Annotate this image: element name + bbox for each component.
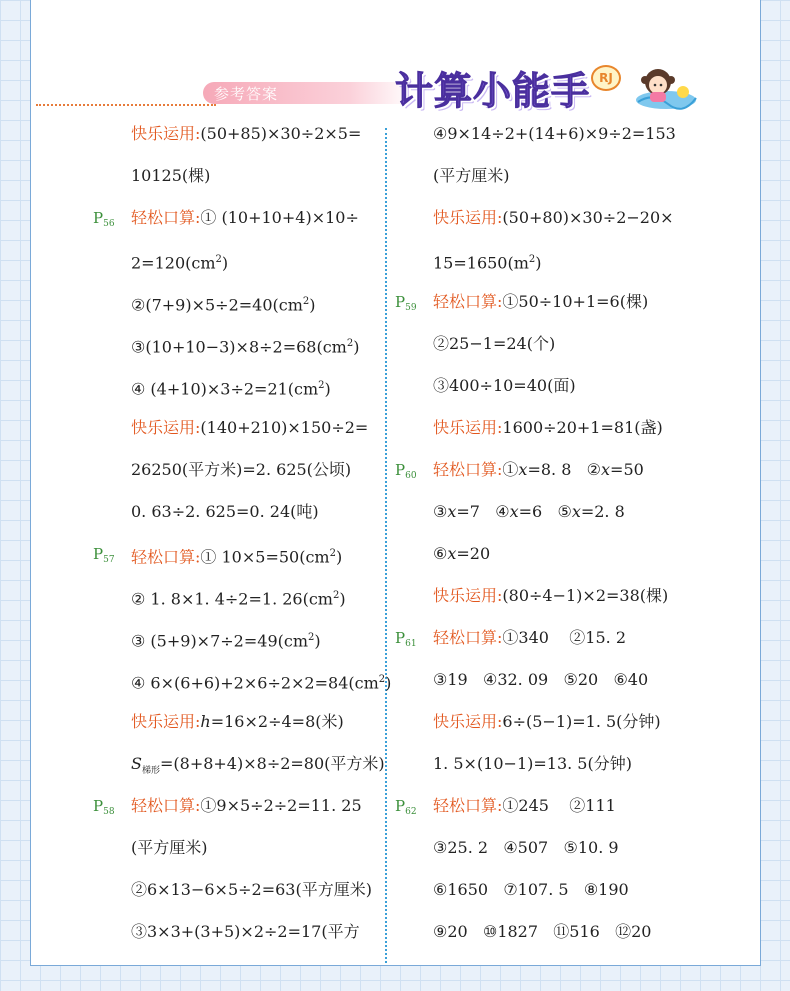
page-number-59: $P_{59}$ <box>395 293 417 313</box>
left-line-19: ②6×13−6×5÷2=63(平方厘米) <box>131 880 372 899</box>
edition-badge: RJ <box>591 65 621 91</box>
page-number-60: $P_{60}$ <box>395 461 417 481</box>
left-line-18: (平方厘米) <box>131 838 208 857</box>
header-label: 参考答案 <box>214 85 279 103</box>
right-line-3: 快乐运用:(50+80)×30÷2−20× <box>433 208 674 227</box>
left-line-14: ④ $6\times(6+6)+2\times 6\div 2\times 2=84(cm^2)$ <box>131 673 392 693</box>
right-line-20: ⑨20 ⑩1827 ⑪516 ⑫20 <box>433 922 652 941</box>
right-line-10: ③x=7 ④x=6 ⑤x=2. 8 <box>433 502 625 521</box>
right-line-1: ④9×14÷2+(14+6)×9÷2=153 <box>433 124 676 143</box>
left-line-10: 0. 63÷2. 625=0. 24(吨) <box>131 502 319 521</box>
right-line-9: 轻松口算:①x=8. 8 ②x=50 <box>433 460 644 479</box>
left-line-4: $2=120(cm^2)$ <box>131 253 229 273</box>
right-line-5: 轻松口算:①50÷10+1=6(棵) <box>433 292 649 311</box>
left-line-5: $②(7+9)\times 5\div 2=40(cm^2)$ <box>131 295 316 315</box>
right-line-14: ③19 ④32. 09 ⑤20 ⑥40 <box>433 670 649 689</box>
page-number-62: $P_{62}$ <box>395 797 417 817</box>
right-line-16: 1. 5×(10−1)=13. 5(分钟) <box>433 754 632 773</box>
page-number-58: $P_{58}$ <box>93 797 115 817</box>
right-line-2: (平方厘米) <box>433 166 510 185</box>
page-number-56: $P_{56}$ <box>93 209 115 229</box>
left-line-7: ④ $(4+10)\times 3\div 2=21(cm^2)$ <box>131 379 331 399</box>
left-line-1: 快乐运用:(50+85)×30÷2×5= <box>131 124 362 143</box>
left-line-16: $S_{梯形}=(8+8+4)\times 8\div 2=80$(平方米) <box>131 754 385 777</box>
answer-page <box>30 0 761 966</box>
left-line-11: 轻松口算:① $10\times 5=50(cm^2)$ <box>131 547 343 567</box>
right-line-17: 轻松口算:①245 ②111 <box>433 796 616 815</box>
right-line-12: 快乐运用:(80÷4−1)×2=38(棵) <box>433 586 669 605</box>
right-line-6: ②25−1=24(个) <box>433 334 556 353</box>
left-line-13: ③ $(5+9)\times 7\div 2=49(cm^2)$ <box>131 631 321 651</box>
left-line-17: 轻松口算:①9×5÷2÷2=11. 25 <box>131 796 362 815</box>
left-line-6: $③(10+10-3)\times 8\div 2=68(cm^2)$ <box>131 337 360 357</box>
right-line-4: $15=1650(m^2)$ <box>433 253 542 273</box>
header-dotted-rule <box>36 104 216 106</box>
left-line-20: ③3×3+(3+5)×2÷2=17(平方 <box>131 922 360 941</box>
right-line-15: 快乐运用:6÷(5−1)=1. 5(分钟) <box>433 712 661 731</box>
right-line-19: ⑥1650 ⑦107. 5 ⑧190 <box>433 880 629 899</box>
brand-title: 计算小能手 <box>395 69 591 113</box>
right-line-8: 快乐运用:1600÷20+1=81(盏) <box>433 418 663 437</box>
right-line-13: 轻松口算:①340 ②15. 2 <box>433 628 627 647</box>
page-number-57: $P_{57}$ <box>93 545 115 565</box>
left-line-8: 快乐运用:(140+210)×150÷2= <box>131 418 369 437</box>
right-line-7: ③400÷10=40(面) <box>433 376 576 395</box>
left-line-3: 轻松口算:① (10+10+4)×10÷ <box>131 208 359 227</box>
left-line-2: 10125(棵) <box>131 166 211 185</box>
page-number-61: $P_{61}$ <box>395 629 417 649</box>
left-line-12: ② 1. 8×1. 4÷2=1. $26(cm^2)$ <box>131 589 346 609</box>
right-line-11: ⑥x=20 <box>433 544 491 563</box>
left-line-9: 26250(平方米)=2. 625(公顷) <box>131 460 352 479</box>
mascot-girl-icon <box>628 62 698 110</box>
column-divider <box>385 128 387 963</box>
left-line-15: 快乐运用:h=16×2÷4=8(米) <box>131 712 344 731</box>
right-line-18: ③25. 2 ④507 ⑤10. 9 <box>433 838 619 857</box>
